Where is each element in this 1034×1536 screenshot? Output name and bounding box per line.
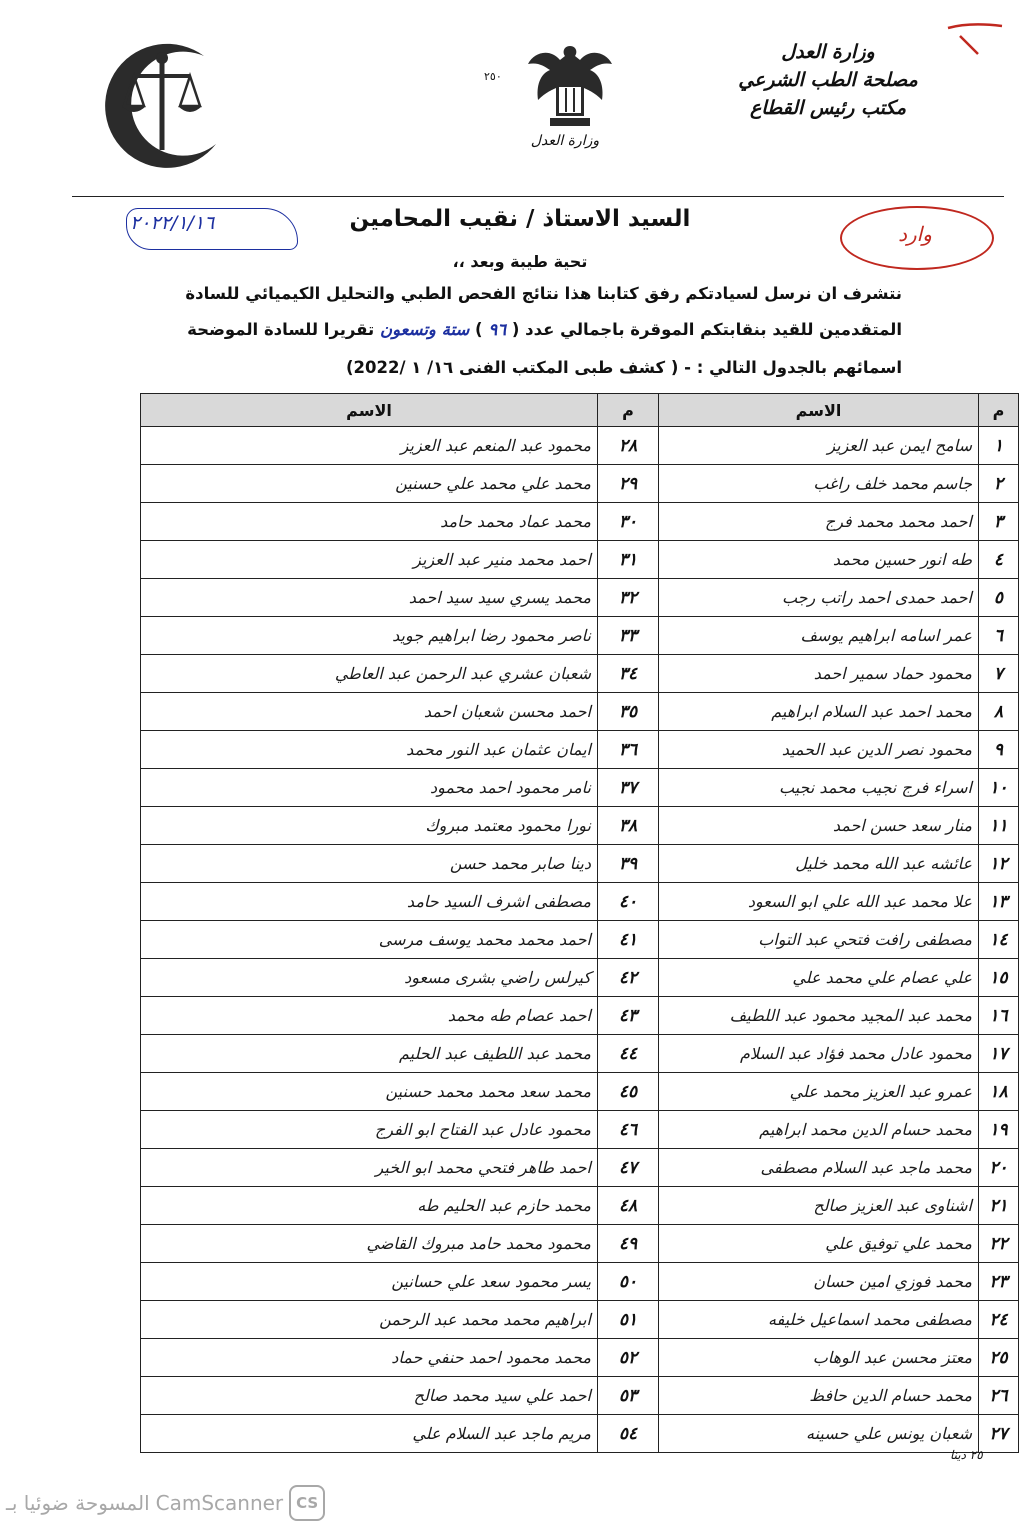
row-number-right: ١٢ bbox=[979, 845, 1019, 883]
table-row bbox=[141, 1073, 1019, 1111]
row-number-left: ٣٧ bbox=[598, 769, 659, 807]
body-line-3-end: /2022) bbox=[345, 358, 406, 377]
row-name-left: احمد محسن شعبان احمد bbox=[141, 693, 598, 731]
table-row bbox=[141, 997, 1019, 1035]
row-name-right: عمر اسامه ابراهيم يوسف bbox=[659, 617, 979, 655]
row-number-right: ٢٣ bbox=[979, 1263, 1019, 1301]
row-name-left: محمد محمود احمد حنفي حماد bbox=[141, 1339, 598, 1377]
row-name-left: احمد محمد منير عبد العزيز bbox=[141, 541, 598, 579]
row-name-right: مصطفى محمد اسماعيل خليفه bbox=[659, 1301, 979, 1339]
row-number-right: ١ bbox=[979, 427, 1019, 465]
row-name-left: مريم ماجد عبد السلام علي bbox=[141, 1415, 598, 1453]
row-number-left: ٤٤ bbox=[598, 1035, 659, 1073]
names-table bbox=[140, 393, 1019, 1453]
row-number-right: ٩ bbox=[979, 731, 1019, 769]
row-name-right: اسراء فرج نجيب محمد نجيب bbox=[659, 769, 979, 807]
row-number-right: ٢٦ bbox=[979, 1377, 1019, 1415]
row-name-right: جاسم محمد خلف راغب bbox=[659, 465, 979, 503]
col-header-num-left: م bbox=[598, 394, 659, 427]
body-line-2-end: تقريرا للسادة الموضحة bbox=[187, 320, 375, 339]
row-name-left: محمود محمد حامد مبروك القاضي bbox=[141, 1225, 598, 1263]
row-name-right: احمد محمد محمد فرج bbox=[659, 503, 979, 541]
row-name-left: محمود عادل عبد الفتاح ابو الفرج bbox=[141, 1111, 598, 1149]
footer-handwritten-mark: ٢٥ دينا bbox=[950, 1448, 983, 1462]
emblem-number: ٢٥٠ bbox=[484, 70, 502, 83]
table-row bbox=[141, 465, 1019, 503]
row-number-right: ٢ bbox=[979, 465, 1019, 503]
row-name-right: عائشه عبد الله محمد خليل bbox=[659, 845, 979, 883]
authority-name: مصلحة الطب الشرعي bbox=[738, 69, 918, 91]
header-block bbox=[678, 38, 978, 122]
row-number-left: ٤٣ bbox=[598, 997, 659, 1035]
report-count: ٩٦ bbox=[488, 320, 507, 339]
row-number-right: ٧ bbox=[979, 655, 1019, 693]
table-row bbox=[141, 883, 1019, 921]
eagle-emblem-icon bbox=[520, 38, 620, 133]
row-number-right: ١٠ bbox=[979, 769, 1019, 807]
table-row bbox=[141, 807, 1019, 845]
row-name-right: محمد احمد عبد السلام ابراهيم bbox=[659, 693, 979, 731]
col-header-name-left: الاسم bbox=[141, 394, 598, 427]
row-name-right: محمد ماجد عبد السلام مصطفى bbox=[659, 1149, 979, 1187]
row-name-left: محمد عماد محمد حامد bbox=[141, 503, 598, 541]
row-number-right: ٢٥ bbox=[979, 1339, 1019, 1377]
row-name-left: ابراهيم محمد محمد عبد الرحمن bbox=[141, 1301, 598, 1339]
table-row bbox=[141, 731, 1019, 769]
row-number-right: ١٣ bbox=[979, 883, 1019, 921]
table-row bbox=[141, 427, 1019, 465]
row-number-left: ٥٣ bbox=[598, 1377, 659, 1415]
row-name-right: احمد حمدى احمد راتب رجب bbox=[659, 579, 979, 617]
camscanner-logo-icon: CS bbox=[289, 1485, 325, 1521]
row-name-right: محمد حسام الدين محمد ابراهيم bbox=[659, 1111, 979, 1149]
row-number-right: ٢٠ bbox=[979, 1149, 1019, 1187]
row-name-right: محمد عبد المجيد محمود عبد اللطيف bbox=[659, 997, 979, 1035]
office-name: مكتب رئيس القطاع bbox=[749, 97, 907, 119]
row-number-left: ٥١ bbox=[598, 1301, 659, 1339]
row-number-left: ٣٠ bbox=[598, 503, 659, 541]
row-name-right: محمد حسام الدين حافظ bbox=[659, 1377, 979, 1415]
body-line-3-start: اسمائهم بالجدول التالي : - ( كشف طبى المكتب الفنى ١٦/ bbox=[427, 358, 902, 377]
addressee: السيد الاستاذ / نقيب المحامين bbox=[349, 206, 691, 232]
row-number-left: ٤١ bbox=[598, 921, 659, 959]
row-name-right: مصطفى رافت فتحي عبد التواب bbox=[659, 921, 979, 959]
body-line-3 bbox=[140, 358, 902, 377]
table-row bbox=[141, 617, 1019, 655]
row-name-left: محمد عبد اللطيف عبد الحليم bbox=[141, 1035, 598, 1073]
row-name-left: محمد علي محمد علي حسنين bbox=[141, 465, 598, 503]
row-number-right: ١٩ bbox=[979, 1111, 1019, 1149]
table-row bbox=[141, 503, 1019, 541]
row-name-right: محمود حماد سمير احمد bbox=[659, 655, 979, 693]
camscanner-text: CamScanner bbox=[155, 1491, 284, 1515]
table-row bbox=[141, 1187, 1019, 1225]
row-number-right: ٥ bbox=[979, 579, 1019, 617]
row-name-left: مصطفى اشرف السيد حامد bbox=[141, 883, 598, 921]
row-number-left: ٣٤ bbox=[598, 655, 659, 693]
row-name-left: احمد طاهر فتحي محمد ابو الخير bbox=[141, 1149, 598, 1187]
row-number-left: ٣٩ bbox=[598, 845, 659, 883]
table-row bbox=[141, 845, 1019, 883]
row-name-right: محمد علي توفيق علي bbox=[659, 1225, 979, 1263]
row-number-right: ٨ bbox=[979, 693, 1019, 731]
table-header-row bbox=[141, 394, 1019, 427]
row-number-right: ٢٤ bbox=[979, 1301, 1019, 1339]
row-name-left: ناصر محمود رضا ابراهيم جويد bbox=[141, 617, 598, 655]
camscanner-text-ar: المسوحة ضوئيا بـ bbox=[6, 1491, 150, 1515]
row-name-left: احمد علي سيد محمد صالح bbox=[141, 1377, 598, 1415]
row-name-right: محمود نصر الدين عبد الحميد bbox=[659, 731, 979, 769]
row-number-left: ٥٢ bbox=[598, 1339, 659, 1377]
table-row bbox=[141, 921, 1019, 959]
row-name-right: محمود عادل محمد فؤاد عبد السلام bbox=[659, 1035, 979, 1073]
row-name-left: احمد محمد محمد يوسف مرسى bbox=[141, 921, 598, 959]
row-number-left: ٣٣ bbox=[598, 617, 659, 655]
row-number-right: ٦ bbox=[979, 617, 1019, 655]
body-line-1: نتشرف ان نرسل لسيادتكم رفق كتابنا هذا نتائج الفحص الطبي والتحليل الكيميائي للسادة bbox=[185, 284, 902, 303]
row-name-right: عمرو عبد العزيز محمد علي bbox=[659, 1073, 979, 1111]
row-number-right: ١٥ bbox=[979, 959, 1019, 997]
table-row bbox=[141, 769, 1019, 807]
camscanner-watermark bbox=[6, 1485, 325, 1521]
body-line-2-mid: ) bbox=[475, 320, 483, 339]
body-line-3-month: ١ bbox=[411, 358, 422, 377]
row-name-right: طه انور حسين محمد bbox=[659, 541, 979, 579]
row-number-right: ٢٢ bbox=[979, 1225, 1019, 1263]
row-number-right: ٢٧ bbox=[979, 1415, 1019, 1453]
header-divider bbox=[72, 196, 1004, 197]
col-header-num-right: م bbox=[979, 394, 1019, 427]
row-name-left: نامر محمود احمد محمود bbox=[141, 769, 598, 807]
row-number-left: ٤٧ bbox=[598, 1149, 659, 1187]
emblem-caption: وزارة العدل bbox=[530, 133, 600, 149]
table-row bbox=[141, 1035, 1019, 1073]
row-number-right: ٢١ bbox=[979, 1187, 1019, 1225]
row-name-right: اشناوى عبد العزيز صالح bbox=[659, 1187, 979, 1225]
table-row bbox=[141, 1339, 1019, 1377]
row-number-left: ٤٥ bbox=[598, 1073, 659, 1111]
row-name-right: منار سعد حسن احمد bbox=[659, 807, 979, 845]
row-name-left: شعبان عشري عبد الرحمن عبد العاطي bbox=[141, 655, 598, 693]
row-number-right: ٣ bbox=[979, 503, 1019, 541]
row-name-left: محمد حازم عبد الحليم طه bbox=[141, 1187, 598, 1225]
row-number-left: ٢٨ bbox=[598, 427, 659, 465]
row-number-left: ٤٨ bbox=[598, 1187, 659, 1225]
table-row bbox=[141, 1415, 1019, 1453]
row-number-left: ٢٩ bbox=[598, 465, 659, 503]
row-number-right: ٤ bbox=[979, 541, 1019, 579]
row-name-right: محمد فوزي امين حسان bbox=[659, 1263, 979, 1301]
row-name-left: يسر محمود سعد علي حسانين bbox=[141, 1263, 598, 1301]
received-stamp-text: وارد bbox=[898, 222, 932, 246]
row-number-left: ٤٠ bbox=[598, 883, 659, 921]
table-row bbox=[141, 1111, 1019, 1149]
row-number-right: ١٧ bbox=[979, 1035, 1019, 1073]
row-name-left: ايمان عثمان عبد النور محمد bbox=[141, 731, 598, 769]
body-line-2 bbox=[140, 320, 902, 339]
table-row bbox=[141, 1301, 1019, 1339]
row-name-left: كيرلس راضي بشرى مسعود bbox=[141, 959, 598, 997]
row-name-left: احمد عصام طه محمد bbox=[141, 997, 598, 1035]
row-number-left: ٣٦ bbox=[598, 731, 659, 769]
report-count-words: ستة وتسعون bbox=[380, 320, 470, 339]
table-row bbox=[141, 693, 1019, 731]
table-row bbox=[141, 655, 1019, 693]
row-name-left: محمد يسري سيد سيد احمد bbox=[141, 579, 598, 617]
row-number-right: ١١ bbox=[979, 807, 1019, 845]
table-row bbox=[141, 1149, 1019, 1187]
row-number-left: ٥٤ bbox=[598, 1415, 659, 1453]
row-name-left: نورا محمود معتمد مبروك bbox=[141, 807, 598, 845]
row-name-right: علا محمد عبد الله علي ابو السعود bbox=[659, 883, 979, 921]
row-name-right: سامح ايمن عبد العزيز bbox=[659, 427, 979, 465]
row-name-right: شعبان يونس علي حسينه bbox=[659, 1415, 979, 1453]
row-number-left: ٥٠ bbox=[598, 1263, 659, 1301]
row-number-left: ٤٩ bbox=[598, 1225, 659, 1263]
row-name-right: علي عصام علي محمد علي bbox=[659, 959, 979, 997]
col-header-name-right: الاسم bbox=[659, 394, 979, 427]
table-row bbox=[141, 1225, 1019, 1263]
table-body bbox=[141, 427, 1019, 1453]
body-line-2-start: المتقدمين للقيد بنقابتكم الموقرة باجمالي عدد ( bbox=[511, 320, 902, 339]
row-name-left: دينا صابر محمد حسن bbox=[141, 845, 598, 883]
table-row bbox=[141, 579, 1019, 617]
table-row bbox=[141, 1263, 1019, 1301]
table-row bbox=[141, 1377, 1019, 1415]
row-number-left: ٤٦ bbox=[598, 1111, 659, 1149]
justice-scale-seal-icon bbox=[94, 36, 230, 172]
ministry-name: وزارة العدل bbox=[781, 41, 875, 63]
row-name-left: محمد سعد محمد محمد حسنين bbox=[141, 1073, 598, 1111]
row-number-left: ٣١ bbox=[598, 541, 659, 579]
row-name-left: محمود عبد المنعم عبد العزيز bbox=[141, 427, 598, 465]
row-number-right: ١٤ bbox=[979, 921, 1019, 959]
row-number-right: ١٦ bbox=[979, 997, 1019, 1035]
row-name-right: معتز محسن عبد الوهاب bbox=[659, 1339, 979, 1377]
table-row bbox=[141, 959, 1019, 997]
row-number-right: ١٨ bbox=[979, 1073, 1019, 1111]
row-number-left: ٣٨ bbox=[598, 807, 659, 845]
handwritten-date: ٢٠٢٢/١/١٦ bbox=[130, 212, 215, 234]
row-number-left: ٣٥ bbox=[598, 693, 659, 731]
table-row bbox=[141, 541, 1019, 579]
row-number-left: ٤٢ bbox=[598, 959, 659, 997]
greeting: تحية طيبة وبعد ،، bbox=[452, 252, 588, 271]
row-number-left: ٣٢ bbox=[598, 579, 659, 617]
